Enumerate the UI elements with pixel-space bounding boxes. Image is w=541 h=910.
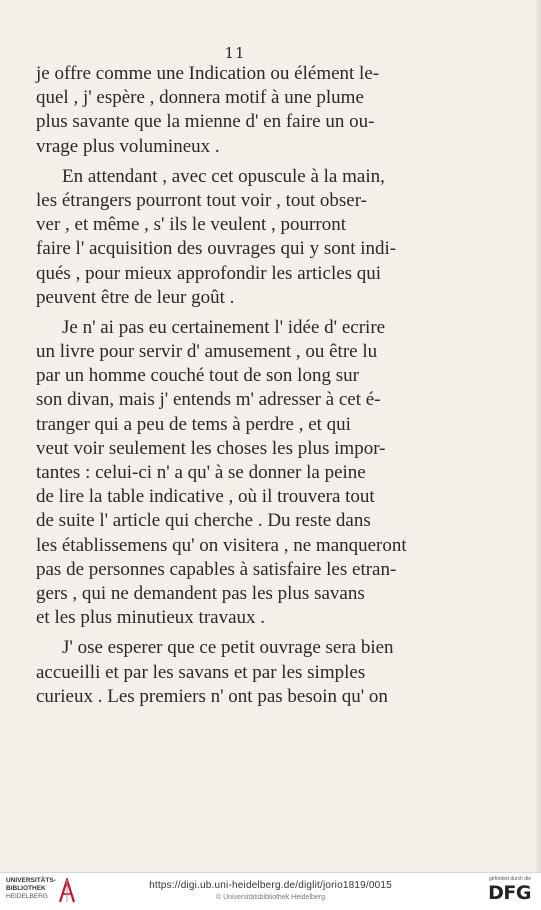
- page-edge: [535, 0, 541, 872]
- text-line: je offre comme une Indication ou élément le-: [36, 63, 380, 84]
- text-line: plus savante que la mienne d' en faire un ou-: [36, 111, 375, 133]
- dfg-note: gefördert durch die: [489, 876, 531, 882]
- text-line: quel , j' espère , donnera motif à une plume: [36, 87, 364, 109]
- permalink[interactable]: https://digi.ub.uni-heidelberg.de/diglit/jorio1819/0015: [149, 880, 392, 891]
- text-line: gers , qui ne demandent pas les plus savans: [36, 582, 365, 604]
- text-line: peuvent être de leur goût .: [36, 286, 235, 308]
- text-line: tantes : celui-ci n' a qu' à se donner la peine: [36, 462, 366, 483]
- copyright-notice: © Universitätsbibliothek Heidelberg: [215, 894, 326, 901]
- text-line: pas de personnes capables à satisfaire les etran-: [36, 558, 397, 580]
- library-name-line: HEIDELBERG: [6, 893, 48, 900]
- page-number: 11: [224, 44, 246, 62]
- body-text: [36, 62, 436, 709]
- text-line: son divan, mais j' entends m' adresser à cet é-: [36, 389, 381, 411]
- text-line: curieux . Les premiers n' ont pas besoin qu' on: [36, 685, 388, 707]
- text-line: un livre pour servir d' amusement , ou être lu: [36, 341, 378, 363]
- text-line: de suite l' article qui cherche . Du reste dans: [36, 510, 371, 532]
- library-name-line: BIBLIOTHEK: [6, 885, 46, 892]
- dfg-logo[interactable]: [471, 876, 531, 904]
- text-line: tranger qui a peu de tems à perdre , et qui: [36, 413, 351, 435]
- paragraph-start-line: Je n' ai pas eu certainement l' idée d' ecrire: [62, 316, 386, 338]
- text-line: ver , et même , s' ils le veulent , pourront: [36, 214, 346, 236]
- text-line: par un homme couché tout de son long sur: [36, 365, 359, 387]
- text-line: qués , pour mieux approfondir les articles qui: [36, 262, 382, 284]
- paragraph-start-line: J' ose esperer que ce petit ouvrage sera bien: [62, 637, 394, 659]
- text-line: les étrangers pourront tout voir , tout obser-: [36, 189, 367, 211]
- text-line: veut voir seulement les choses les plus impor-: [36, 437, 386, 459]
- text-line: faire l' acquisition des ouvrages qui y sont indi-: [36, 238, 397, 260]
- library-name-line: UNIVERSITÄTS-: [6, 877, 56, 884]
- viewer-footer: [0, 872, 541, 910]
- text-line: et les plus minutieux travaux .: [36, 607, 266, 629]
- text-line: de lire la table indicative , où il trouvera tout: [36, 486, 375, 508]
- text-line: vrage plus volumineux .: [36, 135, 220, 157]
- text-line: accueilli et par les savans et par les simples: [36, 661, 366, 683]
- paragraph-start-line: En attendant , avec cet opuscule à la main,: [62, 165, 385, 187]
- text-line: les établissemens qu' on visitera , ne manqueront: [36, 534, 407, 556]
- dfg-wordmark: DFG: [488, 882, 531, 904]
